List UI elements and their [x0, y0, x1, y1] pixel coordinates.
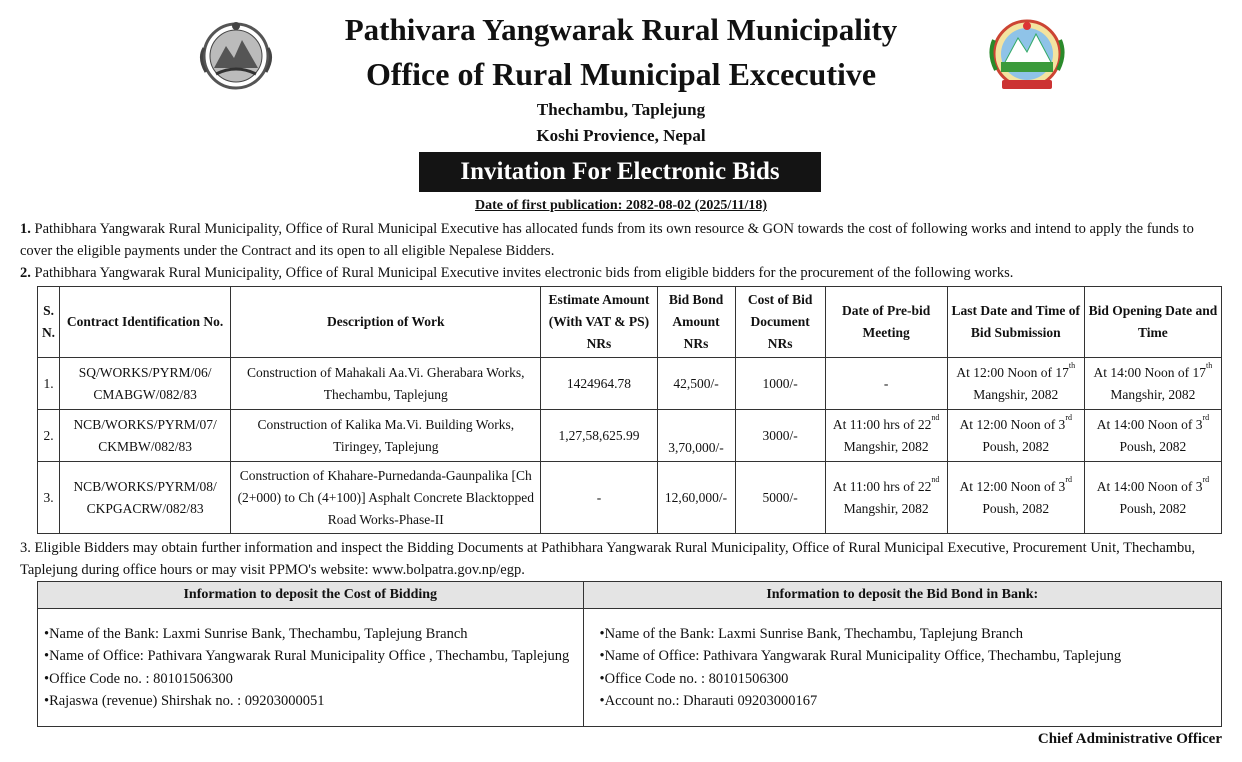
- paragraph-3: 3. Eligible Bidders may obtain further information and inspect the Bidding Documents at Pathibhara Yangwarak Rural Municipality, Office of Rural Municipal Executive, Procurement Unit, Thechambu, Taplejung during office hours or may visit PPMO's website: www.bolpatra.gov.np/egp.: [20, 540, 1196, 578]
- list-item: • Office Code no. : 80101506300: [44, 668, 577, 691]
- header-contract-id: Contract Identification No.: [60, 287, 231, 358]
- municipality-title: Pathivara Yangwarak Rural Municipality: [344, 12, 898, 47]
- row-prebid: [825, 358, 947, 410]
- open-date-a: At 14:00 Noon of 17: [1093, 364, 1207, 380]
- prebid-date-b: Mangshir, 2082: [843, 500, 929, 516]
- row-last-date: [947, 462, 1084, 534]
- prebid-date: -: [883, 375, 889, 391]
- row-opening-date: [1084, 358, 1221, 410]
- list-item: • Office Code no. : 80101506300: [600, 668, 1215, 691]
- row-sn: 1.: [38, 358, 60, 410]
- prebid-date-a: At 11:00 hrs of 22: [832, 416, 932, 432]
- prebid-date-suffix: nd: [931, 412, 940, 422]
- prebid-date-a: At 11:00 hrs of 22: [832, 478, 932, 494]
- header-description: Description of Work: [231, 287, 541, 358]
- open-date-b: Poush, 2082: [1119, 438, 1187, 454]
- last-date-suffix: rd: [1065, 474, 1072, 484]
- row-sn: 2.: [38, 410, 60, 462]
- bid-bond-details: [583, 609, 1221, 727]
- list-item: • Name of Office: Pathivara Yangwarak Rural Municipality Office , Thechambu, Taplejung: [44, 645, 577, 668]
- row-contract-id: [60, 462, 231, 534]
- header-doc-cost: Cost of Bid Document NRs: [735, 287, 825, 358]
- paragraph-2: [20, 262, 1225, 284]
- open-date-suffix: rd: [1202, 474, 1210, 484]
- table-row: [38, 462, 1222, 534]
- open-date-a: At 14:00 Noon of 3: [1096, 478, 1203, 494]
- last-date-b: Poush, 2082: [982, 500, 1050, 516]
- office-title: Office of Rural Municipal Excecutive: [365, 56, 877, 92]
- paragraph-2-number: 2.: [20, 265, 31, 281]
- row-last-date: [947, 358, 1084, 410]
- list-item: • Name of the Bank: Laxmi Sunrise Bank, Thechambu, Taplejung Branch: [600, 623, 1215, 646]
- row-prebid: [825, 462, 947, 534]
- row-estimate: -: [541, 462, 657, 534]
- last-date-b: Poush, 2082: [982, 438, 1050, 454]
- header-bid-bond: Bid Bond Amount NRs: [657, 287, 735, 358]
- header-last-date: Last Date and Time of Bid Submission: [947, 287, 1084, 358]
- contract-id-part-b: CKMBW/082/83: [98, 438, 192, 454]
- row-opening-date: [1084, 410, 1221, 462]
- address-line-1: Thechambu, Taplejung: [536, 100, 706, 119]
- last-date-a: At 12:00 Noon of 3: [959, 478, 1066, 494]
- publication-date: Date of first publication: 2082-08-02 (2025/11/18): [474, 198, 768, 213]
- bid-bond-heading: Information to deposit the Bid Bond in Bank:: [583, 582, 1221, 609]
- open-date-suffix: rd: [1202, 412, 1210, 422]
- last-date-a: At 12:00 Noon of 17: [956, 364, 1069, 380]
- last-date-a: At 12:00 Noon of 3: [959, 416, 1066, 432]
- contract-id-part-a: SQ/WORKS/PYRM/06/: [78, 364, 212, 380]
- row-prebid: [825, 410, 947, 462]
- list-item: • Rajaswa (revenue) Shirshak no. : 09203000051: [44, 690, 577, 713]
- contract-id-part-b: CMABGW/082/83: [93, 386, 197, 402]
- row-doc-cost: 5000/-: [735, 462, 825, 534]
- last-date-suffix: th: [1068, 360, 1076, 370]
- row-estimate: 1,27,58,625.99: [541, 410, 657, 462]
- contract-id-part-a: NCB/WORKS/PYRM/07/: [73, 416, 217, 432]
- cost-of-bidding-heading: Information to deposit the Cost of Bidding: [38, 582, 584, 609]
- paragraph-1-number: 1.: [20, 221, 31, 237]
- row-bid-bond: 12,60,000/-: [657, 462, 735, 534]
- open-date-suffix: th: [1206, 360, 1213, 370]
- open-date-b: Poush, 2082: [1119, 500, 1187, 516]
- prebid-date-suffix: nd: [931, 474, 940, 484]
- contract-id-part-b: CKPGACRW/082/83: [86, 500, 204, 516]
- open-date-b: Mangshir, 2082: [1110, 386, 1196, 402]
- notice-banner: Invitation For Electronic Bids: [419, 152, 821, 192]
- list-item: • Name of the Bank: Laxmi Sunrise Bank, Thechambu, Taplejung Branch: [44, 623, 577, 646]
- row-last-date: [947, 410, 1084, 462]
- row-contract-id: [60, 410, 231, 462]
- table-row: [38, 410, 1222, 462]
- last-date-b: Mangshir, 2082: [973, 386, 1059, 402]
- row-description: Construction of Kalika Ma.Vi. Building Works, Tiringey, Taplejung: [231, 410, 541, 462]
- contract-id-part-a: NCB/WORKS/PYRM/08/: [73, 478, 217, 494]
- list-item: • Account no.: Dharauti 09203000167: [600, 690, 1215, 713]
- paragraph-1: [20, 218, 1225, 262]
- row-description: Construction of Khahare-Purnedanda-Gaunpalika [Ch (2+000) to Ch (4+100)] Asphalt Concrete Blacktopped Road Works-Phase-II: [231, 462, 541, 534]
- prebid-date-b: Mangshir, 2082: [843, 438, 929, 454]
- paragraph-2-text: Pathibhara Yangwarak Rural Municipality, Office of Rural Municipal Executive invites electronic bids from eligible bidders for the procurement of the following works.: [34, 265, 1014, 281]
- header-opening-date: Bid Opening Date and Time: [1084, 287, 1221, 358]
- header-estimate: Estimate Amount (With VAT & PS) NRs: [541, 287, 657, 358]
- bank-info-table: [37, 581, 1222, 727]
- row-doc-cost: 1000/-: [735, 358, 825, 410]
- header-sn: S. N.: [38, 287, 60, 358]
- list-item: • Name of Office: Pathivara Yangwarak Rural Municipality Office, Thechambu, Taplejung: [600, 645, 1215, 668]
- last-date-suffix: rd: [1065, 412, 1072, 422]
- row-estimate: 1424964.78: [541, 358, 657, 410]
- works-table: [37, 286, 1222, 534]
- row-description: Construction of Mahakali Aa.Vi. Gherabara Works, Thechambu, Taplejung: [231, 358, 541, 410]
- signoff: Chief Administrative Officer: [1037, 731, 1222, 747]
- row-bid-bond: 42,500/-: [657, 358, 735, 410]
- row-contract-id: [60, 358, 231, 410]
- row-doc-cost: 3000/-: [735, 410, 825, 462]
- table-row: [38, 358, 1222, 410]
- open-date-a: At 14:00 Noon of 3: [1096, 416, 1203, 432]
- cost-of-bidding-details: [38, 609, 584, 727]
- row-bid-bond: 3,70,000/-: [657, 410, 735, 462]
- row-opening-date: [1084, 462, 1221, 534]
- address-line-2: Koshi Provience, Nepal: [536, 126, 706, 145]
- header-prebid: Date of Pre-bid Meeting: [825, 287, 947, 358]
- paragraph-1-text: Pathibhara Yangwarak Rural Municipality, Office of Rural Municipal Executive has allocated funds from its own resource & GON towards the cost of following works and intend to apply the funds to cover the eligible payments under the Contract and its open to all eligible Nepalese Bidders.: [20, 221, 1194, 259]
- row-sn: 3.: [38, 462, 60, 534]
